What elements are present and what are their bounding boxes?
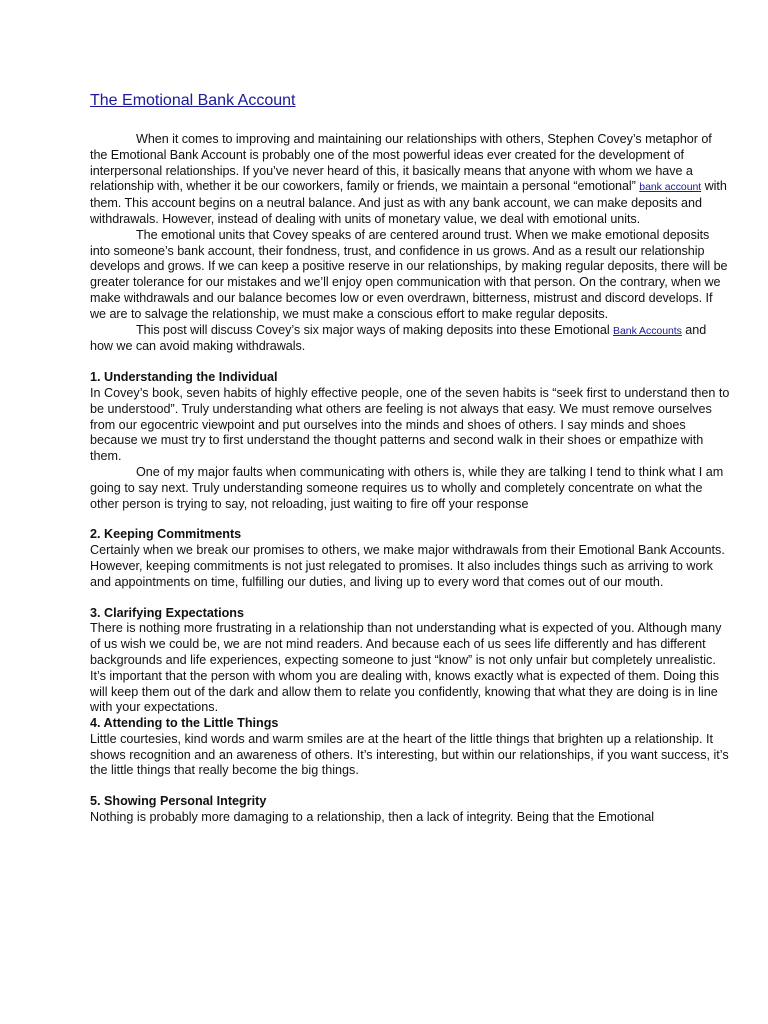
section-understanding-paragraph-2: One of my major faults when communicating with others is, while they are talking I tend to think what I am going to say next. Truly understanding someone requires us to wholly and completely concentrate on what the other person is trying to say, not reloading, just waiting to fire off your response [90,464,724,511]
section-integrity-paragraph-1: Nothing is probably more damaging to a relationship, then a lack of integrity. Being that the Emotional [90,810,655,825]
intro-paragraph-3 [90,323,730,356]
intro-paragraph-3-text-after: and how we can avoid making withdrawals. [90,322,707,354]
document-title[interactable]: The Emotional Bank Account [90,92,296,109]
intro-paragraph-1 [90,132,730,228]
section-heading-understanding: 1. Understanding the Individual [90,370,278,385]
bank-account-link[interactable]: bank account [639,181,702,194]
intro-paragraph-1-text-before: When it comes to improving and maintaining our relationships with others, Stephen Covey’s metaphor of the Emotional Bank Account is probably one of the most powerful ideas ever created for the development of interpersonal relationships. If you’ve never heard of this, it basically means that anyone with whom we have a relationship with, whether it be our coworkers, family or friends, we maintain a personal “emotional” [90,132,712,194]
intro-paragraph-3-text-before: This post will discuss Covey’s six major ways of making deposits into these Emotional [136,322,614,337]
intro-paragraph-2-text: The emotional units that Covey speaks of are centered around trust. When we make emotional deposits into someone’s bank account, their fondness, trust, and confidence in us grows. And as a result our relationship develops and grows. If we can keep a positive reserve in our relationships, by making regular deposits, there will be greater tolerance for our mistakes and we’ll enjoy open communication with that person. On the contrary, when we make withdrawals and our balance becomes low or even overdrawn, bitterness, mistrust and discord develops. If we are to salvage the relationship, we must make a conscious effort to make regular deposits. [90,227,728,321]
section-little-things-paragraph-1: Little courtesies, kind words and warm smiles are at the heart of the little things that brighten up a relationship. It shows recognition and an awareness of others. It’s interesting, but within our relationships, if you want success, it’s the little things that really become the big things. [90,731,729,778]
document-page [90,90,730,826]
section-heading-little-things: 4. Attending to the Little Things [90,716,279,731]
section-heading-integrity: 5. Showing Personal Integrity [90,794,267,809]
section-heading-commitments: 2. Keeping Commitments [90,527,242,542]
bank-accounts-link[interactable]: Bank Accounts [613,324,682,337]
intro-paragraph-1-text-after: with them. This account begins on a neutral balance. And just as with any bank account, we can make deposits and withdrawals. However, instead of dealing with units of monetary value, we deal with emotional units. [90,179,727,226]
section-expectations-paragraph-1: There is nothing more frustrating in a relationship than not understanding what is expected of you. Although many of us wish we could be, we are not mind readers. And because each of us sees life differently and has different backgrounds and life experiences, expecting someone to just “know” is not only unfair but completely unrealistic. It’s important that the person with whom you are dealing with, knows exactly what is expected of them. Doing this will keep them out of the dark and allow them to relate you confidently, knowing that what they are doing is in line with your expectations. [90,621,722,715]
section-heading-expectations: 3. Clarifying Expectations [90,605,244,620]
section-commitments-paragraph-1: Certainly when we break our promises to others, we make major withdrawals from their Emotional Bank Accounts. However, keeping commitments is not just relegated to promises. It also includes things such as arriving to work and appointments on time, fulfilling our duties, and living up to every word that comes out of our mouth. [90,543,725,589]
section-understanding-paragraph-1: In Covey’s book, seven habits of highly effective people, one of the seven habits is “seek first to understand then to be understood”. Truly understanding what others are feeling is not always that easy. We must remove ourselves from our egocentric viewpoint and put ourselves into the minds and shoes of others. I say minds and shoes because we must try to first understand the thought patterns and second walk in their shoes or empathize with them. [90,385,730,464]
intro-paragraph-2 [90,228,730,323]
